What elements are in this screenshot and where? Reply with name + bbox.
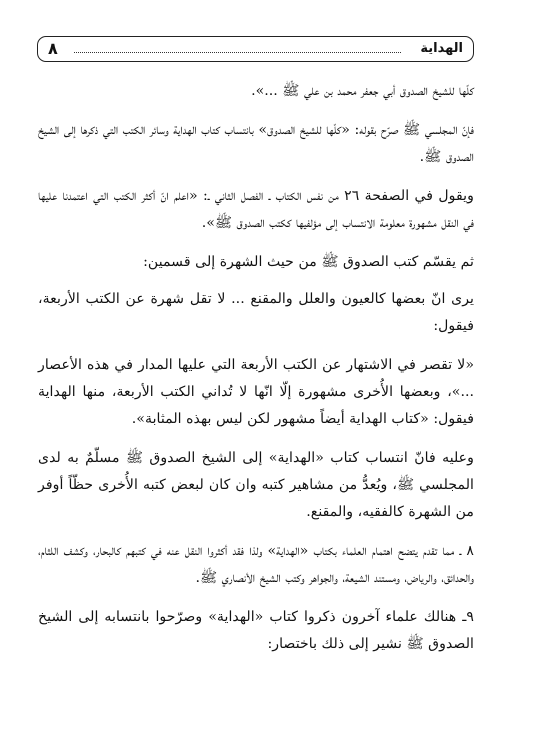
page-number: ٨ <box>48 39 58 58</box>
paragraph-5: يرى انّ بعضها كالعيون والعلل والمقنع ... لا تقل شهرة عن الكتب الأربعة، فيقول: <box>38 291 474 334</box>
paragraph-3: ويقول في الصفحة ٢٦ من نفس الكتاب ـ الفصل الثاني ـ: «اعلم انّ أكثر الكتب التي اعتمدنا عليها في النقل مشهورة معلومة الانتساب إلى مؤلفيها ككتب الصدوق ﷺ». <box>38 188 474 231</box>
page-body <box>38 78 474 670</box>
paragraph-4: ثم يقسّم كتب الصدوق ﷺ من حيث الشهرة إلى قسمين: <box>143 254 474 270</box>
paragraph-7: وعليه فانّ انتساب كتاب «الهداية» إلى الشيخ الصدوق ﷺ مسلّمٌ به لدى المجلسي ﷺ، ويُعدُّ من مشاهير كتبه وان كان لبعض كتبه الأُخرى حظّاً أوفر من الشهرة كالفقيه، والمقنع. <box>38 450 474 520</box>
paragraph-8: ٨ ـ مما تقدم يتضح اهتمام العلماء بكتاب «الهداية» ولذا فقد أكثروا النقل عنه في كتبهم كالبحار، وكشف اللثام، والحدائق، والرياض، ومستند الشيعة، والجواهر وكتب الشيخ الأنصاري ﷺ. <box>38 543 474 586</box>
header-dotted-leader <box>74 52 401 53</box>
running-header <box>37 36 474 62</box>
paragraph-2: فإنّ المجلسي ﷺ صرّح بقوله: «كلّها للشيخ الصدوق» بانتساب كتاب الهداية وسائر الكتب التي ذكرها إلى الشيخ الصدوق ﷺ. <box>38 122 474 165</box>
paragraph-9: ٩ـ هنالك علماء آخرون ذكروا كتاب «الهداية» وصرّحوا بانتسابه إلى الشيخ الصدوق ﷺ نشير إلى ذلك باختصار: <box>38 609 474 652</box>
book-title: الهداية <box>420 41 463 56</box>
paragraph-6-quote: «لا تقصر في الاشتهار عن الكتب الأربعة التي عليها المدار في هذه الأعصار ...»، وبعضها الأُخرى مشهورة إلّا انّها لا تُداني الكتب الأربعة، منها الهداية فيقول: «كتاب الهداية أيضاً مشهور لكن ليس بهذه المثابة». <box>38 357 474 427</box>
paragraph-1: كلّها للشيخ الصدوق أبي جعفر محمد بن علي ﷺ ...». <box>251 83 474 99</box>
